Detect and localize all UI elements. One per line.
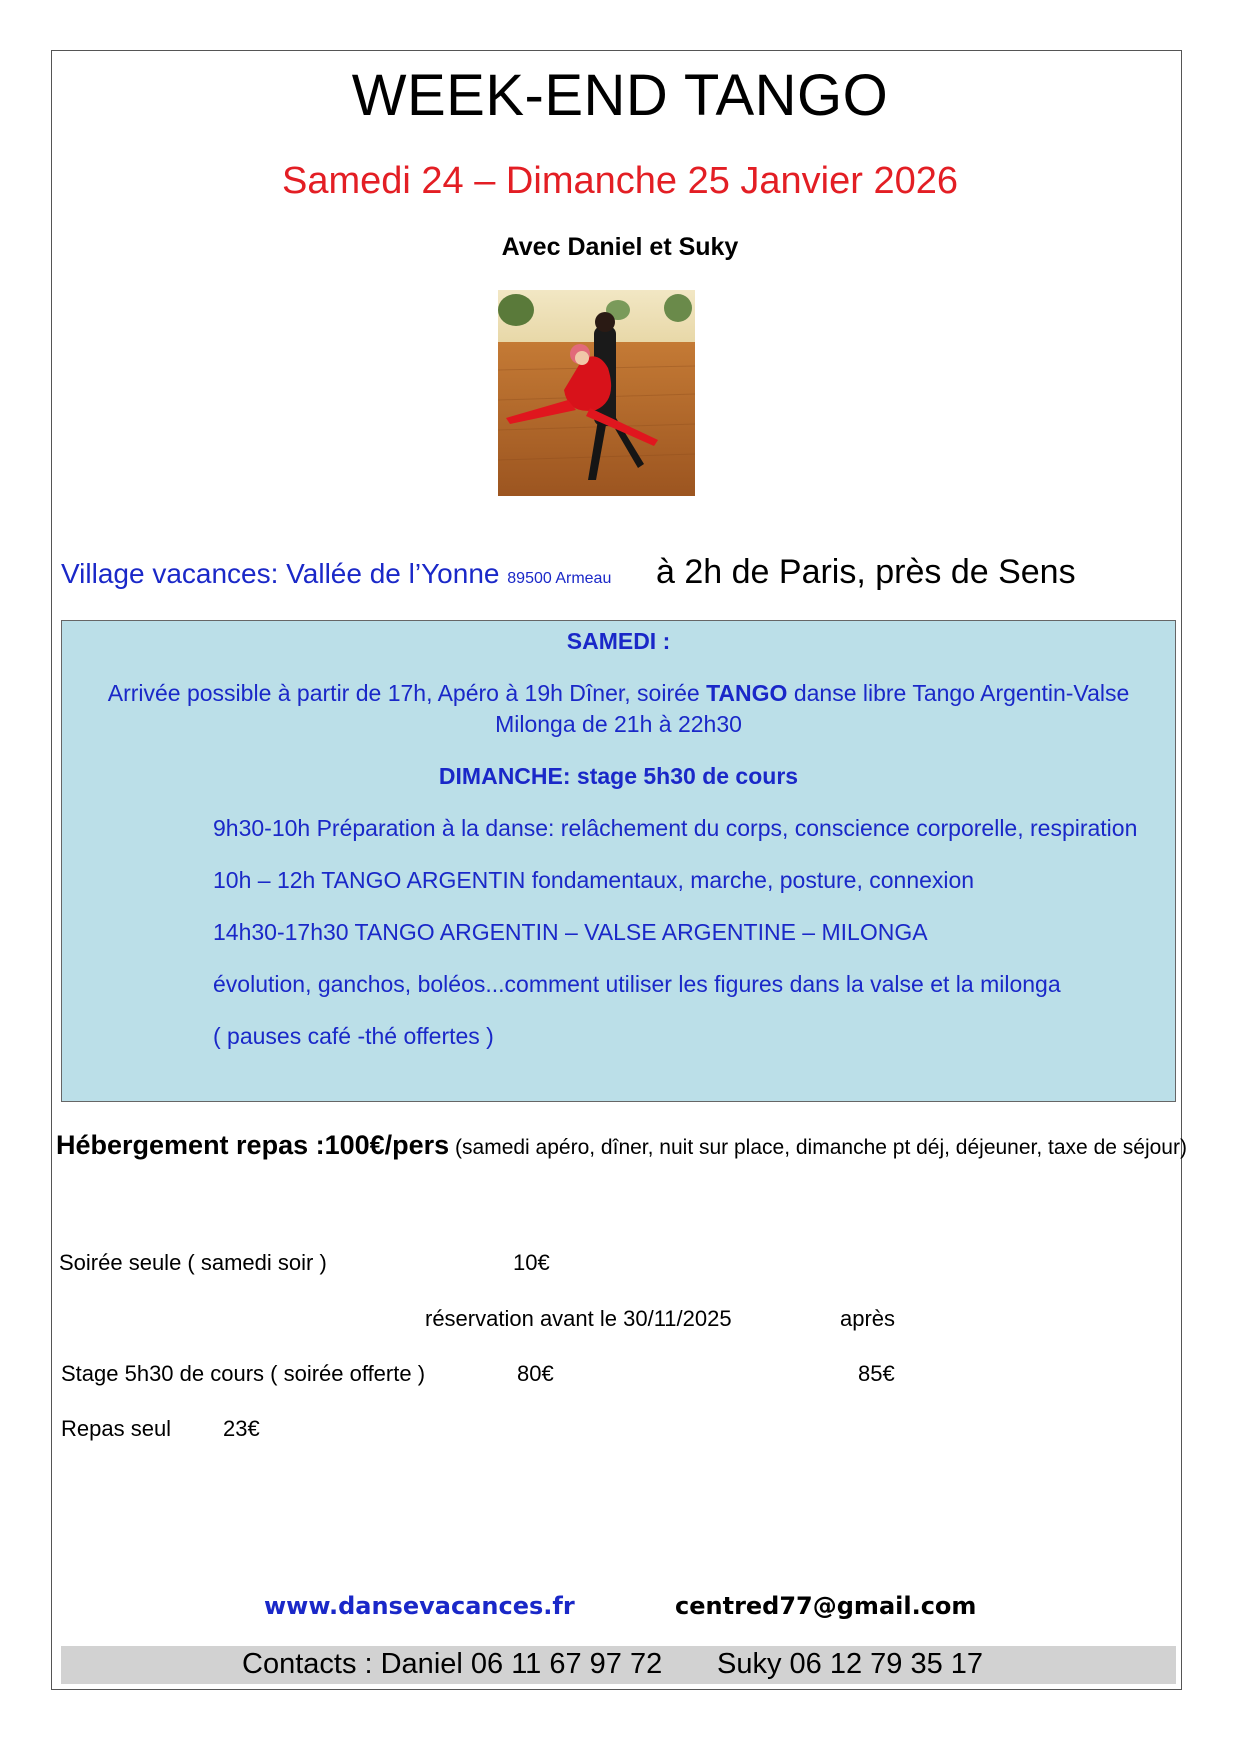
venue-village: Village vacances: Vallée de l’Yonne xyxy=(61,558,500,589)
sunday-item: 10h – 12h TANGO ARGENTIN fondamentaux, marche, posture, connexion xyxy=(213,867,975,893)
saturday-line-2: Milonga de 21h à 22h30 xyxy=(495,711,742,737)
sunday-item: ( pauses café -thé offertes ) xyxy=(213,1023,494,1049)
venue-distance: à 2h de Paris, près de Sens xyxy=(656,553,1076,591)
accommodation-label: Hébergement repas :100€/pers xyxy=(56,1130,450,1160)
teachers-line: Avec Daniel et Suky xyxy=(501,233,739,261)
sunday-item: évolution, ganchos, boléos...comment utiliser les figures dans la valse et la milonga xyxy=(213,971,1061,997)
saturday-heading: SAMEDI : xyxy=(566,628,671,654)
stage-label: Stage 5h30 de cours ( soirée offerte ) xyxy=(61,1361,426,1386)
contacts-bar xyxy=(61,1646,1176,1684)
sunday-item: 14h30-17h30 TANGO ARGENTIN – VALSE ARGENTINE – MILONGA xyxy=(213,919,928,945)
saturday-text-a: Arrivée possible à partir de 17h, Apéro à 19h Dîner, soirée xyxy=(107,680,707,706)
accommodation-details: (samedi apéro, dîner, nuit sur place, dimanche pt déj, déjeuner, taxe de séjour) xyxy=(449,1136,1187,1159)
tango-dancers-photo xyxy=(498,290,695,496)
saturday-line-1 xyxy=(62,680,1175,707)
sunday-item: 9h30-10h Préparation à la danse: relâchement du corps, conscience corporelle, respiration xyxy=(213,815,1138,841)
contact-daniel: Contacts : Daniel 06 11 67 97 72 xyxy=(242,1648,663,1680)
sunday-heading: DIMANCHE: stage 5h30 de cours xyxy=(438,763,799,789)
website-link[interactable]: www.dansevacances.fr xyxy=(264,1592,575,1620)
soiree-price: 10€ xyxy=(513,1250,550,1275)
saturday-text-b: danse libre Tango Argentin-Valse xyxy=(787,680,1130,706)
repas-price: 23€ xyxy=(223,1416,260,1441)
repas-label: Repas seul xyxy=(61,1416,172,1441)
saturday-text-tango: TANGO xyxy=(706,680,788,706)
email-link[interactable]: centred77@gmail.com xyxy=(675,1592,977,1620)
after-label: après xyxy=(840,1306,896,1331)
contact-suky: Suky 06 12 79 35 17 xyxy=(717,1648,984,1680)
soiree-label: Soirée seule ( samedi soir ) xyxy=(59,1250,327,1275)
accommodation-line xyxy=(56,1130,1187,1161)
venue-name xyxy=(61,558,611,590)
stage-price-before: 80€ xyxy=(517,1361,554,1386)
program-box xyxy=(61,620,1176,1102)
event-dates: Samedi 24 – Dimanche 25 Janvier 2026 xyxy=(282,160,958,202)
reservation-label: réservation avant le 30/11/2025 xyxy=(425,1306,732,1331)
page-title: WEEK-END TANGO xyxy=(351,63,889,128)
stage-price-after: 85€ xyxy=(858,1361,895,1386)
venue-postcode: 89500 Armeau xyxy=(507,570,612,587)
